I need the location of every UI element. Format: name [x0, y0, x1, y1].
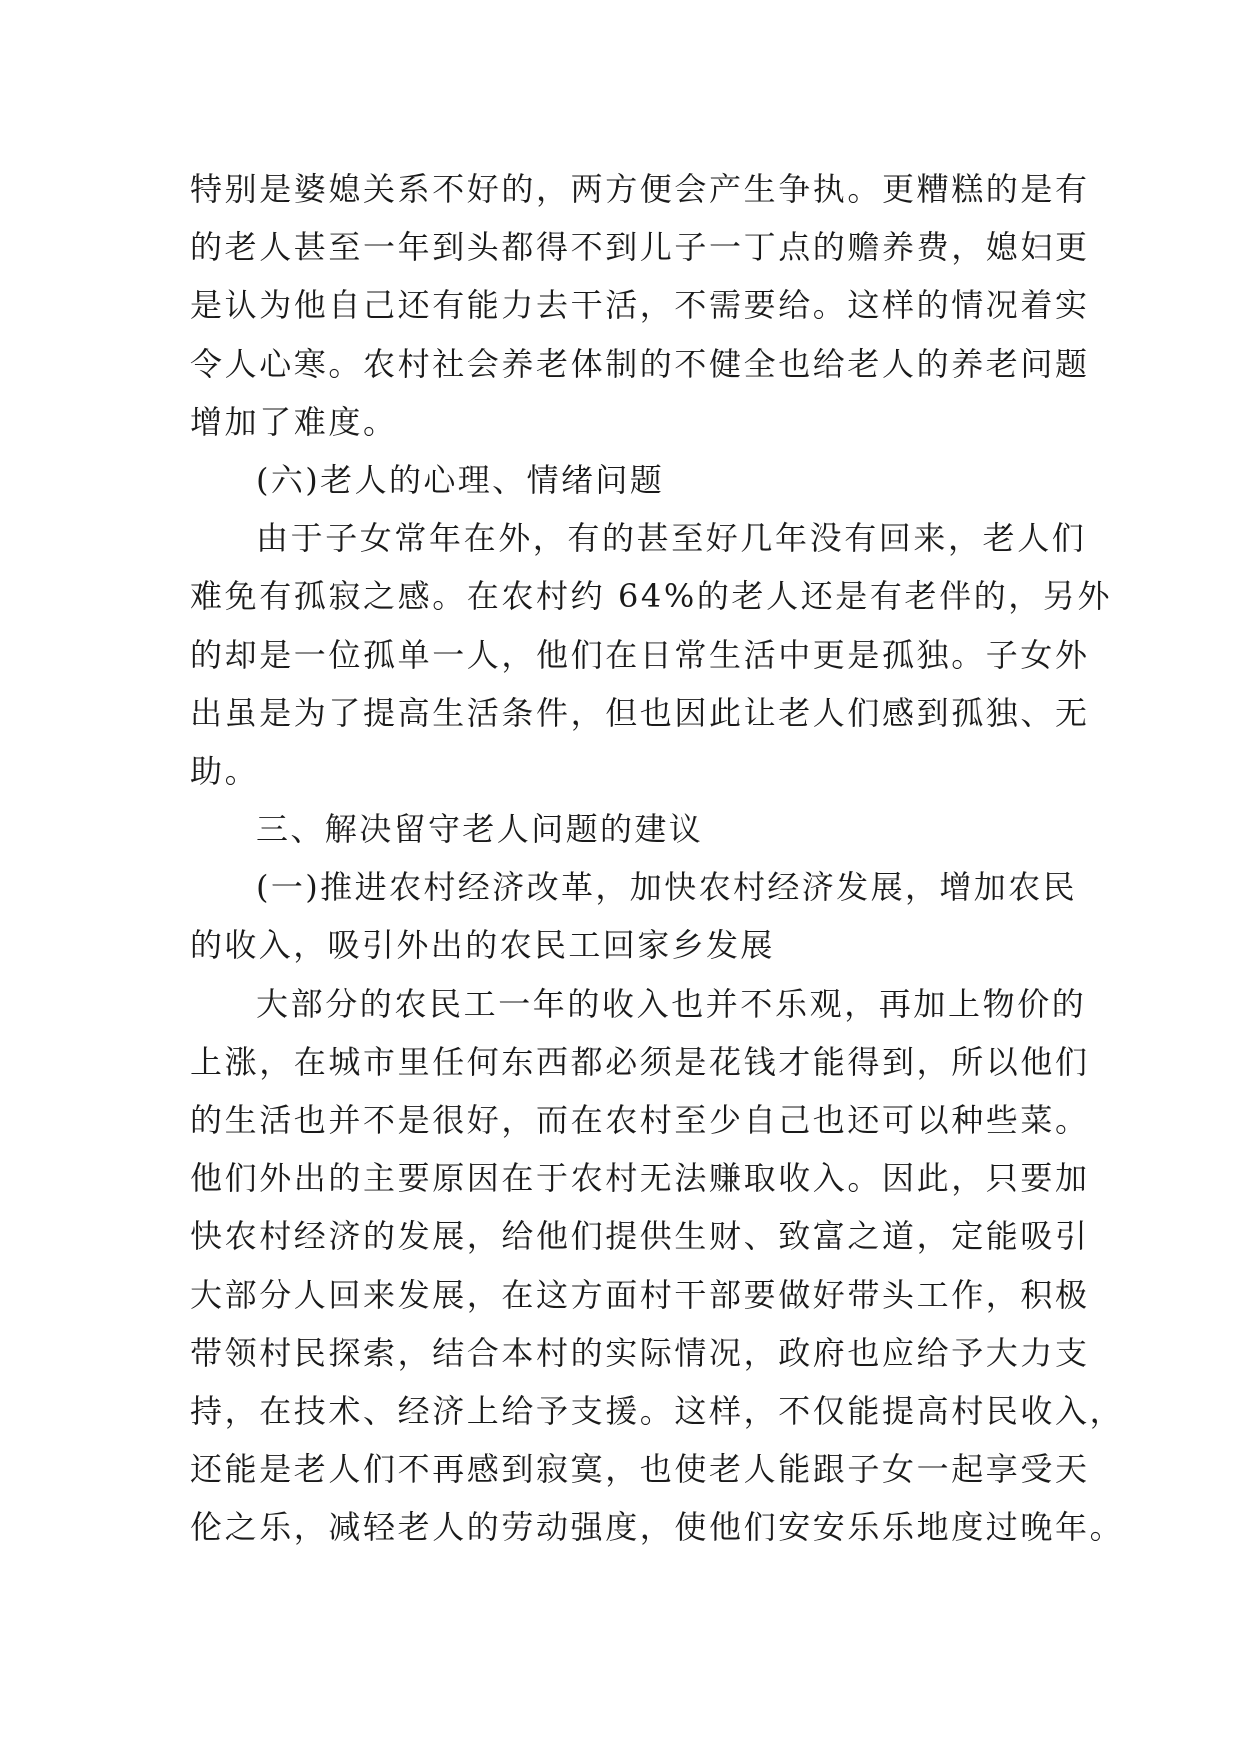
paragraph-line: 上涨，在城市里任何东西都必须是花钱才能得到，所以他们 — [190, 1042, 1090, 1081]
paragraph-line: 是认为他自己还有能力去干活，不需要给。这样的情况着实 — [190, 286, 1090, 325]
paragraph-line: 他们外出的主要原因在于农村无法赚取收入。因此，只要加 — [190, 1159, 1090, 1198]
paragraph-line: 的却是一位孤单一人，他们在日常生活中更是孤独。子女外 — [190, 635, 1090, 674]
subsection-heading: (六)老人的心理、情绪问题 — [256, 460, 665, 499]
paragraph — [190, 160, 1090, 451]
paragraph-line: 出虽是为了提高生活条件，但也因此让老人们感到孤独、无 — [190, 693, 1090, 732]
paragraph-line: 特别是婆媳关系不好的，两方便会产生争执。更糟糕的是有 — [190, 170, 1090, 208]
document-body — [190, 160, 1125, 1557]
paragraph-line: 令人心寒。农村社会养老体制的不健全也给老人的养老问题 — [190, 344, 1090, 383]
subsection-heading-line: (一)推进农村经济改革，加快农村经济发展，增加农民 — [256, 868, 1077, 907]
paragraph-line: 快农村经济的发展，给他们提供生财、致富之道，定能吸引 — [190, 1217, 1090, 1256]
subsection-heading — [190, 858, 1077, 974]
paragraph-line: 带领村民探索，结合本村的实际情况，政府也应给予大力支 — [190, 1333, 1090, 1372]
paragraph-line: 大部分人回来发展，在这方面村干部要做好带头工作，积极 — [190, 1275, 1090, 1314]
subsection-heading-line: 的收入，吸引外出的农民工回家乡发展 — [190, 926, 775, 965]
paragraph-line: 难免有孤寂之感。在农村约 64%的老人还是有老伴的，另外 — [190, 577, 1113, 616]
paragraph-line: 的生活也并不是很好，而在农村至少自己也还可以种些菜。 — [190, 1101, 1090, 1139]
paragraph-line: 增加了难度。 — [190, 402, 398, 441]
paragraph-line: 持，在技术、经济上给予支援。这样，不仅能提高村民收入， — [190, 1391, 1125, 1430]
paragraph-line: 由于子女常年在外，有的甚至好几年没有回来，老人们 — [256, 519, 1087, 558]
section-heading: 三、解决留守老人问题的建议 — [256, 810, 704, 849]
paragraph-line: 伦之乐，减轻老人的劳动强度，使他们安安乐乐地度过晚年。 — [190, 1508, 1125, 1547]
paragraph — [190, 509, 1113, 800]
paragraph-line: 的老人甚至一年到头都得不到儿子一丁点的赡养费，媳妇更 — [190, 228, 1090, 267]
paragraph-line: 还能是老人们不再感到寂寞，也使老人能跟子女一起享受天 — [190, 1450, 1090, 1489]
paragraph-line: 大部分的农民工一年的收入也并不乐观，再加上物价的 — [256, 984, 1087, 1023]
paragraph-line: 助。 — [190, 751, 260, 790]
paragraph — [190, 975, 1125, 1557]
